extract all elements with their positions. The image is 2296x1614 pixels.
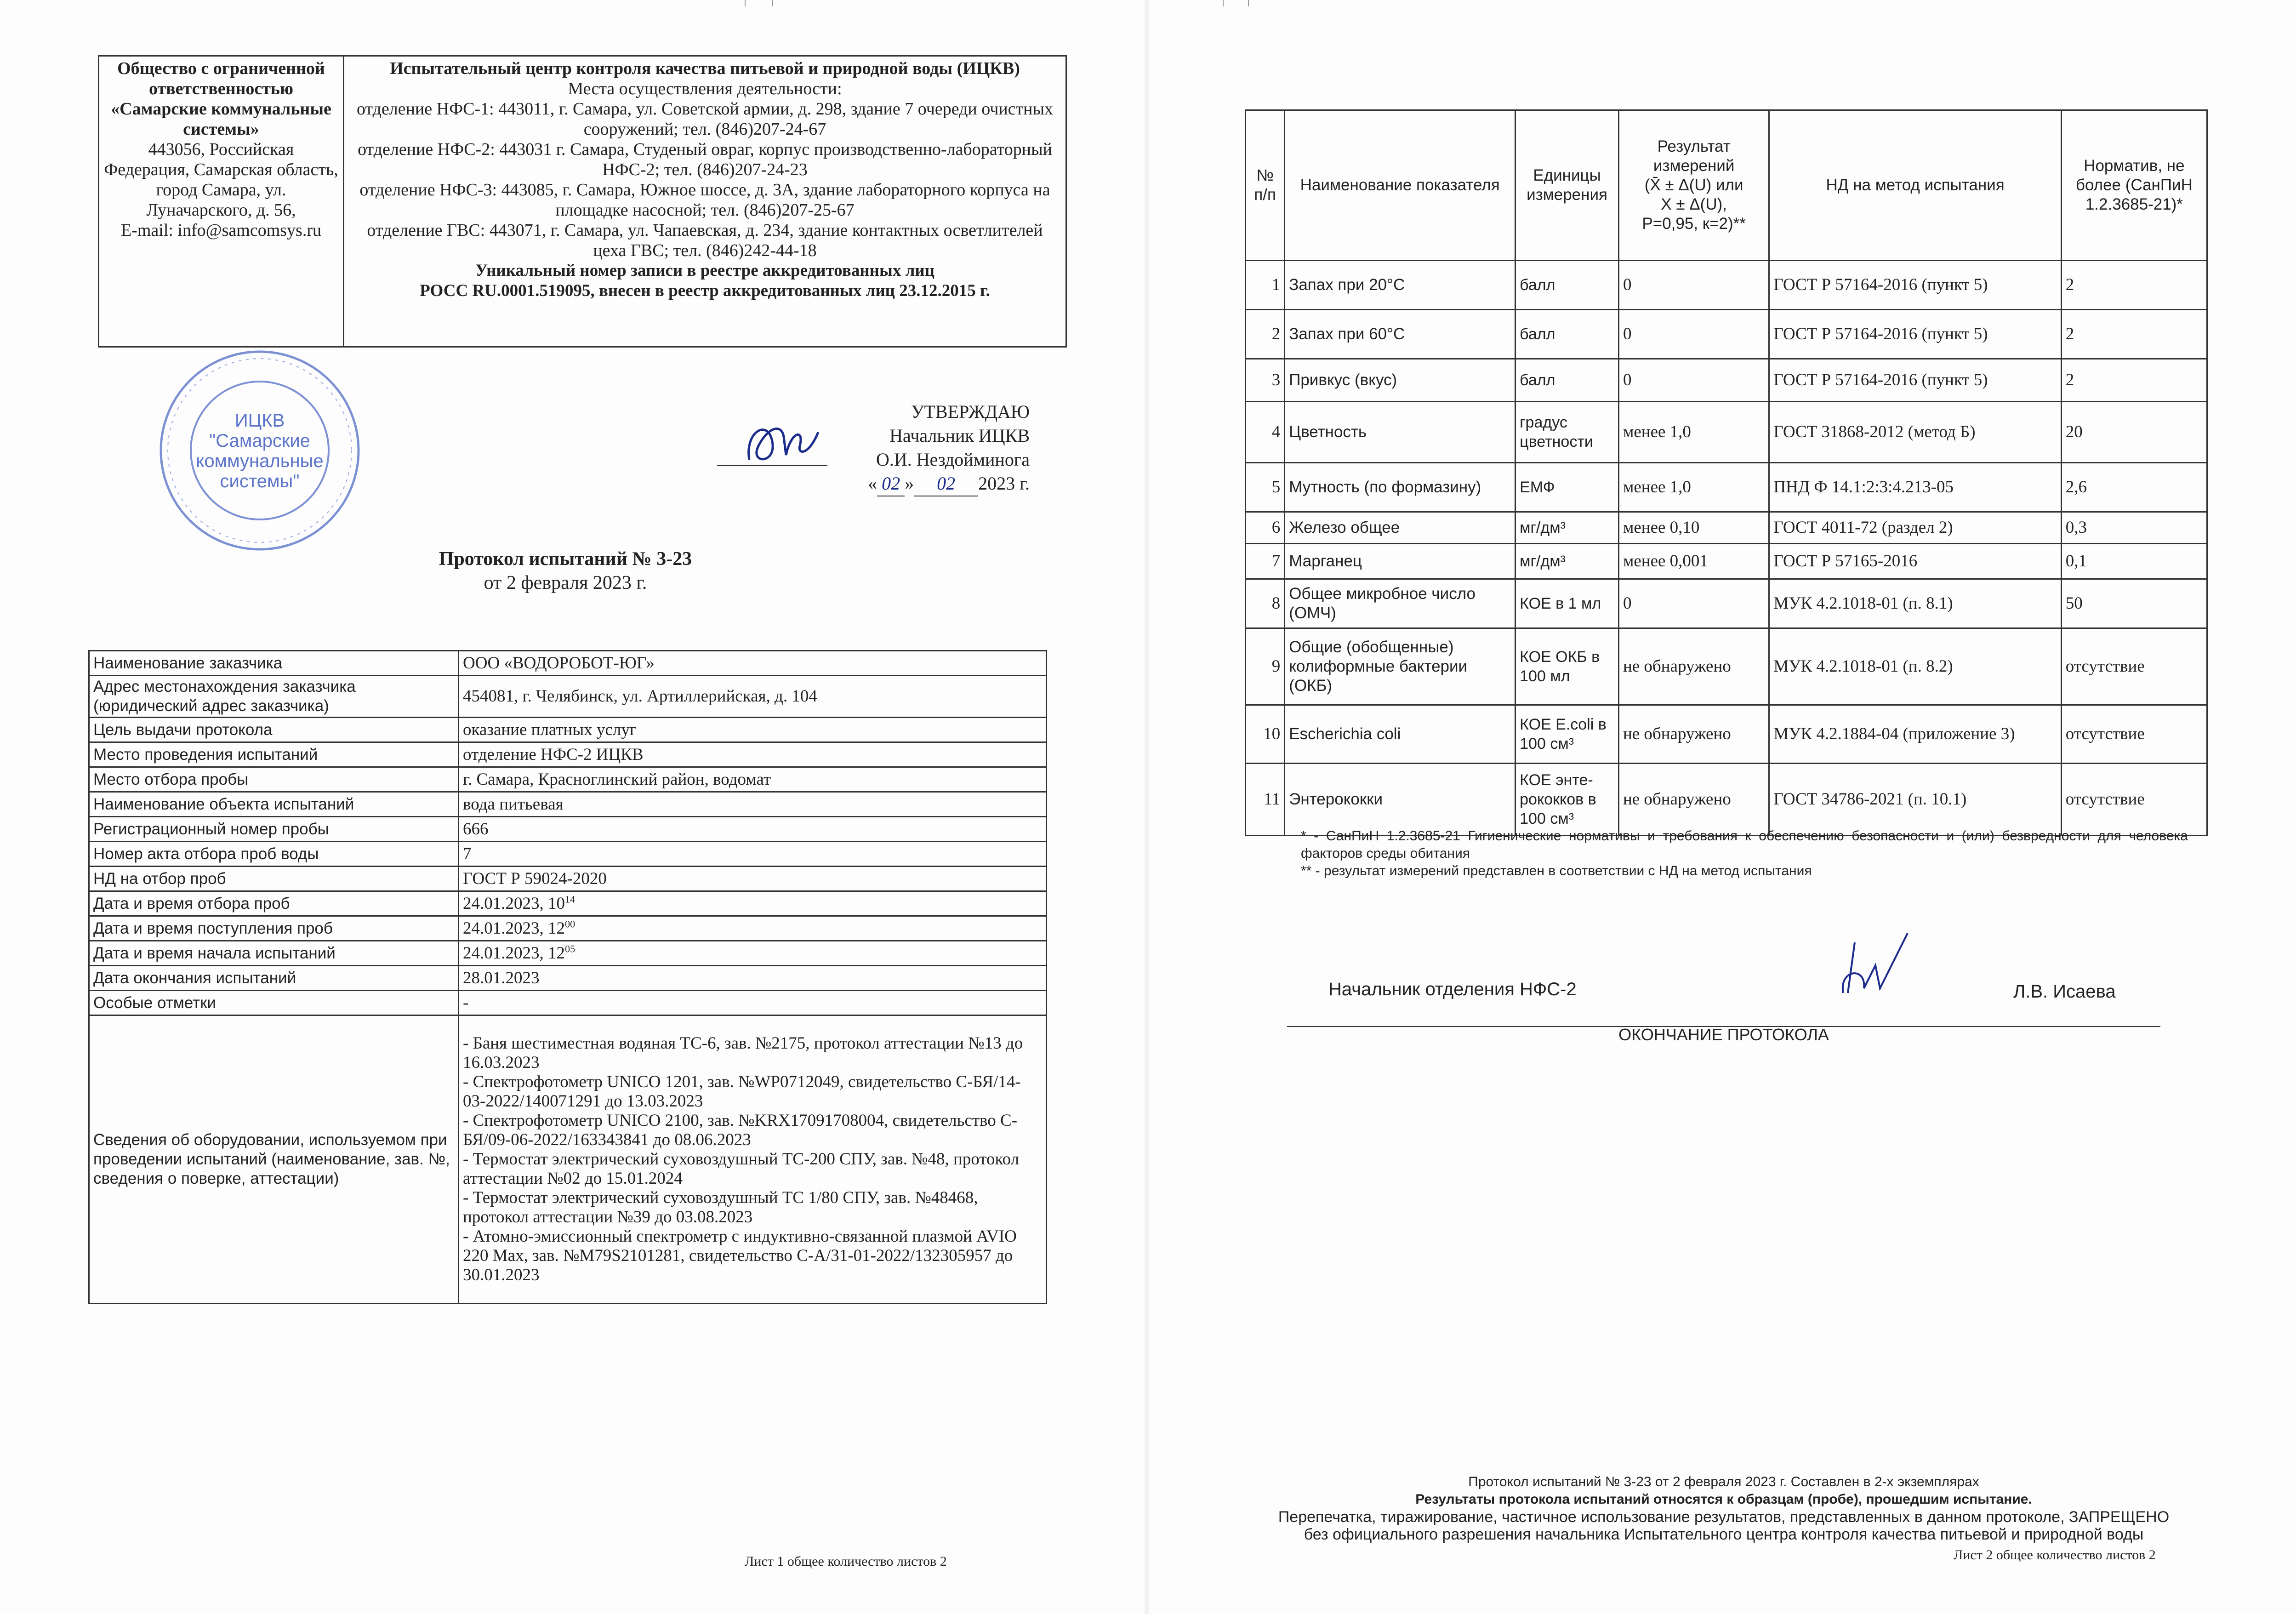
indicator-name: Цветность: [1285, 402, 1515, 463]
equipment-item: - Атомно-эмиссионный спектрометр с индуктивно-связанной плазмой AVIO 220 Max, зав. №M79S2101281, свидетельство С-А/31-01-2022/132305957 до 30.01.2023: [463, 1227, 1017, 1284]
center-cell: [344, 56, 1066, 347]
equipment-item: - Спектрофотометр UNICO 1201, зав. №WP0712049, свидетельство С-БЯ/14-03-2022/140071291 до 13.03.2023: [463, 1072, 1021, 1111]
method-cell: МУК 4.2.1018-01 (п. 8.2): [1769, 628, 2061, 705]
info-label: НД на отбор проб: [89, 867, 459, 891]
result-cell: 0: [1618, 310, 1769, 359]
info-label: Особые отметки: [89, 991, 459, 1015]
info-table: [88, 650, 1047, 1304]
info-value: [459, 891, 1047, 916]
signature-line: [717, 465, 827, 466]
info-value-text: г. Самара, Красноглинский район, водомат: [463, 770, 771, 789]
info-label: Дата и время начала испытаний: [89, 941, 459, 966]
info-label: Место проведения испытаний: [89, 742, 459, 767]
info-label: Наименование объекта испытаний: [89, 792, 459, 817]
page-1: [0, 0, 1145, 1614]
row-number: 1: [1246, 261, 1285, 310]
info-value-text: отделение НФС-2 ИЦКВ: [463, 745, 644, 764]
protocol-title: Протокол испытаний № 3-23: [439, 548, 692, 570]
stamp-line-1: ИЦКВ: [234, 411, 285, 431]
unit-cell: градус цветности: [1515, 402, 1619, 463]
method-cell: ГОСТ 34786-2021 (п. 10.1): [1769, 764, 2061, 836]
approval-year: 2023 г.: [978, 473, 1030, 494]
norm-cell: 2,6: [2061, 463, 2207, 512]
norm-cell: отсутствие: [2061, 705, 2207, 764]
results-row: [1246, 463, 2207, 512]
info-row: [89, 966, 1047, 991]
info-value-text: вода питьевая: [463, 794, 564, 814]
dept-head-signature: [1820, 924, 1912, 1007]
center-name: Испытательный центр контроля качества питьевой и природной воды (ИЦКВ): [390, 59, 1020, 78]
info-label: Регистрационный номер пробы: [89, 817, 459, 842]
unit-cell: балл: [1515, 310, 1619, 359]
scan-mark: [1248, 0, 1249, 6]
page-2-footer: [1241, 1473, 2206, 1543]
result-cell: менее 0,001: [1618, 544, 1769, 579]
row-number: 8: [1246, 579, 1285, 628]
scan-mark: [1223, 0, 1224, 6]
info-value-text: 24.01.2023, 12: [463, 943, 565, 963]
stamp-line-3: коммунальные: [196, 451, 324, 471]
info-value-text: 454081, г. Челябинск, ул. Артиллерийская, д. 104: [463, 687, 817, 706]
date-close-quote: »: [905, 473, 914, 494]
org-address: 443056, Российская Федерация, Самарская область, город Самара, ул. Луначарского, д. 56,: [104, 140, 338, 220]
info-label: Адрес местонахождения заказчика (юридический адрес заказчика): [89, 676, 459, 718]
col-header-method: НД на метод испытания: [1769, 110, 2061, 261]
registry-title: Уникальный номер записи в реестре аккредитованных лиц: [475, 261, 935, 280]
results-row: [1246, 579, 2207, 628]
method-cell: ГОСТ Р 57164-2016 (пункт 5): [1769, 310, 2061, 359]
footnotes: [1301, 827, 2188, 880]
method-cell: ГОСТ 4011-72 (раздел 2): [1769, 512, 2061, 544]
info-value: [459, 718, 1047, 742]
norm-cell: 0,1: [2061, 544, 2207, 579]
info-value: [459, 966, 1047, 991]
method-cell: МУК 4.2.1884-04 (приложение 3): [1769, 705, 2061, 764]
info-row: [89, 718, 1047, 742]
result-header-line: (X̄ ± Δ(U) или: [1644, 176, 1743, 194]
protocol-heading: [368, 547, 763, 595]
indicator-name: Марганец: [1285, 544, 1515, 579]
registry-value: РОСС RU.0001.519095, внесен в реестр аккредитованных лиц 23.12.2015 г.: [420, 281, 990, 300]
indicator-name: Мутность (по формазину): [1285, 463, 1515, 512]
info-label: Дата окончания испытаний: [89, 966, 459, 991]
info-row: [89, 651, 1047, 676]
info-row: [89, 867, 1047, 891]
unit-cell: мг/дм³: [1515, 512, 1619, 544]
equipment-item: - Спектрофотометр UNICO 2100, зав. №KRX17091708004, свидетельство С-БЯ/09-06-2022/163343841 до 08.06.2023: [463, 1111, 1018, 1149]
info-value: [459, 941, 1047, 966]
dept-4: отделение ГВС: 443071, г. Самара, ул. Чапаевская, д. 234, здание контактных осветлителей цеха ГВС; тел. (846)242-44-18: [367, 221, 1043, 260]
info-value: [459, 792, 1047, 817]
scan-mark: [745, 0, 746, 6]
info-label: Дата и время отбора проб: [89, 891, 459, 916]
row-number: 2: [1246, 310, 1285, 359]
result-cell: не обнаружено: [1618, 764, 1769, 836]
results-row: [1246, 764, 2207, 836]
approval-name: О.И. Нездойминога: [876, 449, 1030, 470]
info-row: [89, 676, 1047, 718]
footer-line-1: Протокол испытаний № 3-23 от 2 февраля 2023 г. Составлен в 2-х экземплярах: [1468, 1474, 1979, 1489]
info-row: [89, 817, 1047, 842]
result-cell: не обнаружено: [1618, 705, 1769, 764]
info-row: [89, 792, 1047, 817]
approval-position: Начальник ИЦКВ: [889, 425, 1030, 446]
results-table: [1245, 109, 2208, 836]
info-value-text: -: [463, 993, 469, 1012]
col-header-result: [1618, 110, 1769, 261]
results-row: [1246, 261, 2207, 310]
result-header-line: Результат измерений: [1653, 137, 1735, 175]
row-number: 7: [1246, 544, 1285, 579]
row-number: 5: [1246, 463, 1285, 512]
indicator-name: Энтерококки: [1285, 764, 1515, 836]
result-header-line: P=0,95, к=2)**: [1642, 215, 1746, 233]
places-title: Места осуществления деятельности:: [568, 79, 842, 98]
results-row: [1246, 512, 2207, 544]
info-value-text: 24.01.2023, 10: [463, 894, 565, 913]
header-table: [98, 55, 1067, 348]
info-row: [89, 742, 1047, 767]
approval-block: [818, 400, 1030, 496]
result-cell: менее 1,0: [1618, 463, 1769, 512]
method-cell: ГОСТ Р 57165-2016: [1769, 544, 2061, 579]
time-minutes: 00: [565, 918, 575, 930]
page-gutter: [1145, 0, 1149, 1614]
dept-2: отделение НФС-2: 443031 г. Самара, Студеный овраг, корпус производственно-лабораторный НФС-2; тел. (846)207-24-23: [358, 140, 1052, 179]
row-number: 9: [1246, 628, 1285, 705]
result-cell: менее 1,0: [1618, 402, 1769, 463]
results-row: [1246, 310, 2207, 359]
results-row: [1246, 628, 2207, 705]
unit-cell: балл: [1515, 359, 1619, 402]
indicator-name: Общее микробное число (ОМЧ): [1285, 579, 1515, 628]
method-cell: ГОСТ 31868-2012 (метод Б): [1769, 402, 2061, 463]
info-value: [459, 742, 1047, 767]
results-row: [1246, 402, 2207, 463]
time-minutes: 05: [565, 943, 575, 955]
equipment-item: - Баня шестиместная водяная ТС-6, зав. №2175, протокол аттестации №13 до 16.03.2023: [463, 1034, 1023, 1072]
org-email: E-mail: info@samcomsys.ru: [120, 221, 322, 240]
norm-cell: 2: [2061, 359, 2207, 402]
approval-day: 02: [877, 472, 905, 496]
info-row: [89, 891, 1047, 916]
equipment-label: Сведения об оборудовании, используемом при проведении испытаний (наименование, зав. №, сведения о поверке, аттестации): [89, 1015, 459, 1304]
info-value-text: ООО «ВОДОРОБОТ-ЮГ»: [463, 653, 655, 673]
date-open-quote: «: [868, 473, 877, 494]
info-value-text: 24.01.2023, 12: [463, 918, 565, 938]
equipment-item: - Термостат электрический суховоздушный ТС 1/80 СПУ, зав. №48468, протокол аттестации №39 до 03.08.2023: [463, 1188, 978, 1226]
unit-cell: КОЕ в 1 мл: [1515, 579, 1619, 628]
method-cell: ПНД Ф 14.1:2:3:4.213-05: [1769, 463, 2061, 512]
protocol-date: от 2 февраля 2023 г.: [484, 572, 647, 593]
info-value: [459, 842, 1047, 867]
col-header-unit: Единицы измерения: [1515, 110, 1619, 261]
indicator-name: Escherichia coli: [1285, 705, 1515, 764]
results-row: [1246, 544, 2207, 579]
info-label: Дата и время поступления проб: [89, 916, 459, 941]
dept-3: отделение НФС-3: 443085, г. Самара, Южное шоссе, д. 3А, здание лабораторного корпуса на площадке насосной; тел. (846)207-25-67: [359, 180, 1050, 220]
row-number: 3: [1246, 359, 1285, 402]
norm-cell: 50: [2061, 579, 2207, 628]
indicator-name: Привкус (вкус): [1285, 359, 1515, 402]
unit-cell: КОЕ энте-рококков в 100 см³: [1515, 764, 1619, 836]
result-cell: 0: [1618, 261, 1769, 310]
equipment-list: [459, 1015, 1047, 1304]
col-header-name: Наименование показателя: [1285, 110, 1515, 261]
info-value: [459, 991, 1047, 1015]
signoff-name: Л.В. Исаева: [2013, 981, 2116, 1002]
indicator-name: Железо общее: [1285, 512, 1515, 544]
info-value: [459, 676, 1047, 718]
approval-date: [818, 472, 1030, 496]
info-value: [459, 651, 1047, 676]
unit-cell: мг/дм³: [1515, 544, 1619, 579]
info-value-text: 666: [463, 819, 489, 838]
approval-month: 02: [914, 472, 978, 496]
end-of-protocol: ОКОНЧАНИЕ ПРОТОКОЛА: [1618, 1025, 1829, 1044]
info-label: Номер акта отбора проб воды: [89, 842, 459, 867]
indicator-name: Запах при 20°С: [1285, 261, 1515, 310]
norm-cell: отсутствие: [2061, 764, 2207, 836]
norm-cell: 0,3: [2061, 512, 2207, 544]
info-value-text: оказание платных услуг: [463, 720, 637, 739]
unit-cell: КОЕ ОКБ в 100 мл: [1515, 628, 1619, 705]
stamp-line-4: системы": [220, 471, 300, 491]
unit-cell: КОЕ E.coli в 100 см³: [1515, 705, 1619, 764]
footer-line-4: без официального разрешения начальника Испытательного центра контроля качества питьевой и природной воды: [1304, 1526, 2144, 1543]
indicator-name: Запах при 60°С: [1285, 310, 1515, 359]
info-value-text: ГОСТ Р 59024-2020: [463, 869, 607, 888]
footer-line-2: Результаты протокола испытаний относятся к образцам (пробе), прошедшим испытание.: [1415, 1492, 2032, 1507]
result-cell: 0: [1618, 579, 1769, 628]
results-row: [1246, 705, 2207, 764]
norm-cell: 2: [2061, 310, 2207, 359]
scan-mark: [772, 0, 773, 6]
method-cell: ГОСТ Р 57164-2016 (пункт 5): [1769, 261, 2061, 310]
dept-1: отделение НФС-1: 443011, г. Самара, ул. Советской армии, д. 298, здание 7 очереди очистных сооружений; тел. (846)207-24-67: [356, 99, 1054, 139]
footnote-2: ** - результат измерений представлен в соответствии с НД на метод испытания: [1301, 863, 1812, 878]
indicator-name: Общие (обобщенные) колиформные бактерии (ОКБ): [1285, 628, 1515, 705]
method-cell: МУК 4.2.1018-01 (п. 8.1): [1769, 579, 2061, 628]
info-label: Цель выдачи протокола: [89, 718, 459, 742]
row-number: 6: [1246, 512, 1285, 544]
norm-cell: отсутствие: [2061, 628, 2207, 705]
sheet-number-1: Лист 1 общее количество листов 2: [745, 1554, 947, 1569]
info-value: [459, 916, 1047, 941]
info-value-text: 28.01.2023: [463, 968, 540, 987]
norm-cell: 20: [2061, 402, 2207, 463]
sheet-number-2: Лист 2 общее количество листов 2: [1954, 1547, 2156, 1563]
col-header-norm: Норматив, не более (СанПиН 1.2.3685-21)*: [2061, 110, 2207, 261]
info-row: [89, 916, 1047, 941]
footer-line-3: Перепечатка, тиражирование, частичное использование результатов, представленных в данном протоколе, ЗАПРЕЩЕНО: [1278, 1508, 2170, 1526]
equipment-item: - Термостат электрический суховоздушный ТС-200 СПУ, зав. №48, протокол аттестации №02 до 15.01.2024: [463, 1150, 1020, 1188]
info-value-text: 7: [463, 844, 472, 863]
org-cell: [99, 56, 344, 347]
info-row: [89, 991, 1047, 1015]
info-value: [459, 767, 1047, 792]
row-number: 11: [1246, 764, 1285, 836]
approval-title: УТВЕРЖДАЮ: [911, 401, 1030, 422]
org-name: Общество с ограниченной ответственностью «Самарские коммунальные системы»: [111, 59, 331, 139]
info-value: [459, 817, 1047, 842]
result-cell: менее 0,10: [1618, 512, 1769, 544]
time-minutes: 14: [565, 893, 575, 905]
signoff-position: Начальник отделения НФС-2: [1328, 979, 1577, 999]
col-header-num: № п/п: [1246, 110, 1285, 261]
unit-cell: ЕМФ: [1515, 463, 1619, 512]
info-row: [89, 842, 1047, 867]
row-number: 10: [1246, 705, 1285, 764]
info-value: [459, 867, 1047, 891]
info-row: [89, 767, 1047, 792]
info-row: [89, 941, 1047, 966]
info-label: Место отбора пробы: [89, 767, 459, 792]
info-label: Наименование заказчика: [89, 651, 459, 676]
round-stamp: [154, 345, 365, 556]
result-cell: не обнаружено: [1618, 628, 1769, 705]
footnote-1: * - СанПиН 1.2.3685-21 Гигиенические нормативы и требования к обеспечению безопасности и (или) безвредности для человека факторов среды обитания: [1301, 828, 2188, 861]
stamp-line-2: "Самарские: [209, 431, 310, 451]
unit-cell: балл: [1515, 261, 1619, 310]
norm-cell: 2: [2061, 261, 2207, 310]
result-header-line: X ± Δ(U),: [1661, 195, 1727, 213]
row-number: 4: [1246, 402, 1285, 463]
method-cell: ГОСТ Р 57164-2016 (пункт 5): [1769, 359, 2061, 402]
results-row: [1246, 359, 2207, 402]
result-cell: 0: [1618, 359, 1769, 402]
